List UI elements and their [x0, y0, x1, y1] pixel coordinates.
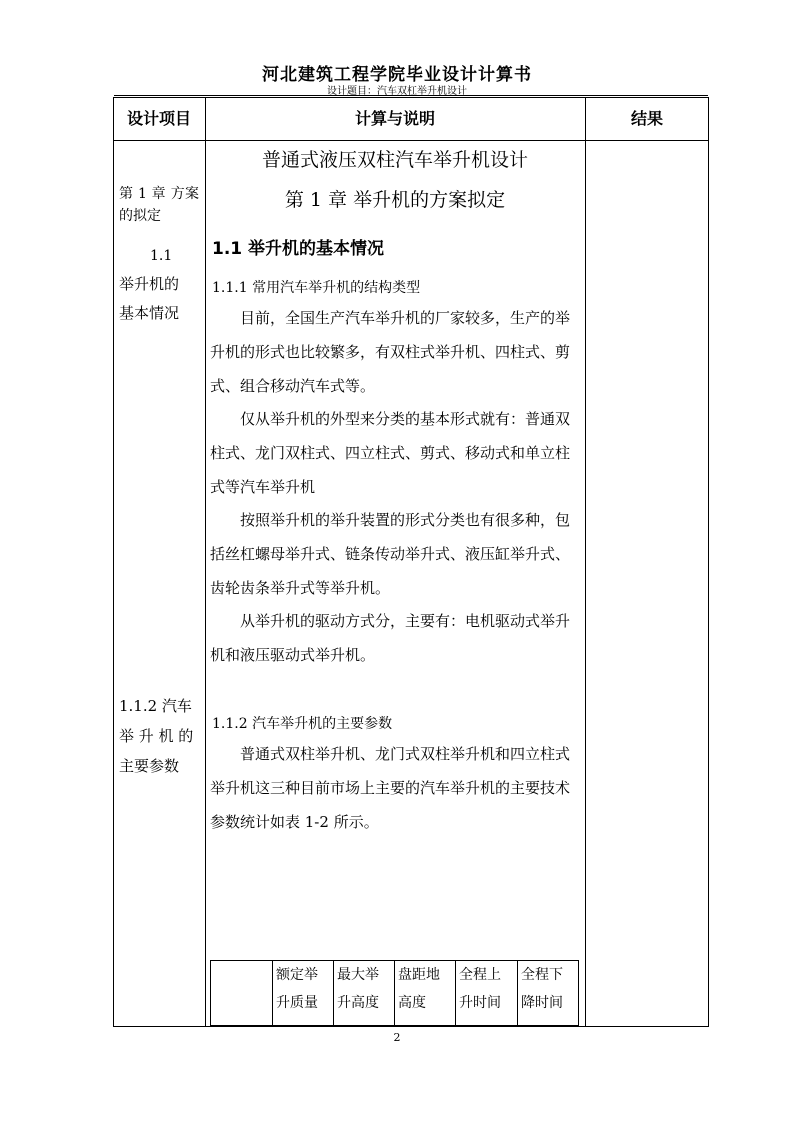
param-header-empty [211, 961, 273, 1026]
col-header-design-item: 设计项目 [126, 109, 191, 128]
design-topic-subtitle: 设计题目：汽车双杠举升机设计 [327, 86, 467, 97]
left-note-chapter: 第 1 章 方案的拟定 [119, 186, 199, 224]
param-header-max-height: 最大举升高度 [334, 961, 395, 1026]
header-rule [114, 95, 708, 96]
section-heading-1-1-1: 1.1.1 常用汽车举升机的结构类型 [212, 280, 421, 296]
param-header-pad-height: 盘距地高度 [395, 961, 456, 1026]
parameter-table [210, 960, 579, 1026]
section-heading-1-1-2: 1.1.2 汽车举升机的主要参数 [212, 716, 393, 732]
col-header-result: 结果 [630, 109, 663, 128]
section-heading-1-1: 1.1 举升机的基本情况 [212, 239, 385, 259]
paragraph-1: 目前，全国生产汽车举升机的厂家较多，生产的举升机的形式也比较繁多，有双柱式举升机、四柱式、剪式、组合移动汽车式等。 [210, 309, 571, 395]
document-header-title: 河北建筑工程学院毕业设计计算书 [262, 65, 532, 85]
paragraph-4: 从举升机的驱动方式分，主要有：电机驱动式举升机和液压驱动式举升机。 [210, 612, 571, 664]
document-title: 普通式液压双柱汽车举升机设计 [261, 149, 528, 171]
paragraph-5: 普通式双柱举升机、龙门式双柱举升机和四立柱式举升机这三种目前市场上主要的汽车举升机的主要技术参数统计如表 1-2 所示。 [210, 745, 571, 831]
paragraph-2: 仅从举升机的外型来分类的基本形式就有：普通双柱式、龙门双柱式、四立柱式、剪式、移动式和单立柱式等汽车举升机 [210, 410, 571, 496]
chapter-title: 第 1 章 举升机的方案拟定 [284, 189, 506, 211]
left-note-1-1-number: 1.1 [150, 248, 173, 264]
param-header-fall-time: 全程下降时间 [518, 961, 579, 1026]
left-note-1-1-2-a: 1.1.2 汽车 [119, 697, 192, 715]
param-header-rated-mass: 额定举升质量 [273, 961, 334, 1026]
left-note-1-1-2-b: 举 升 机 的 [119, 727, 194, 745]
left-note-1-1-2-c: 主要参数 [119, 757, 180, 775]
left-note-1-1-label-b: 基本情况 [119, 304, 180, 322]
column-divider-1 [205, 97, 206, 1027]
paragraph-3: 按照举升机的举升装置的形式分类也有很多种，包括丝杠螺母举升式、链条传动举升式、液压缸举升式、齿轮齿条举升式等举升机。 [210, 511, 571, 597]
table-row [211, 961, 579, 1026]
column-divider-2 [585, 97, 586, 1027]
header-row-divider [113, 140, 709, 141]
param-header-rise-time: 全程上升时间 [456, 961, 518, 1026]
left-note-1-1-label-a: 举升机的 [119, 275, 180, 293]
page-number: 2 [393, 1031, 401, 1044]
col-header-calculation: 计算与说明 [354, 109, 435, 128]
